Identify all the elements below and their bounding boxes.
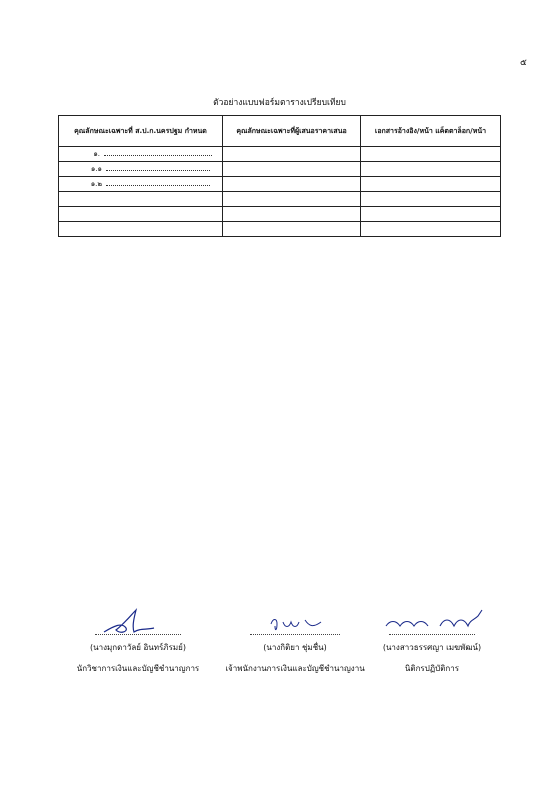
table-header-row (59, 116, 501, 147)
table-cell (223, 222, 361, 237)
table-cell (223, 147, 361, 162)
item-number: ๑.๒ (90, 179, 102, 188)
table-cell (361, 162, 501, 177)
form-title: ตัวอย่างแบบฟอร์มตารางเปรียบเทียบ (213, 98, 346, 108)
dotted-fill-line (106, 179, 210, 186)
handwritten-signature (54, 608, 222, 634)
signer-position: นักวิชาการเงินและบัญชีชำนาญการ (76, 664, 200, 673)
table-row (59, 147, 501, 162)
table-cell (59, 177, 223, 192)
table-cell (59, 207, 223, 222)
dotted-fill-line (104, 149, 212, 156)
table-cell (223, 177, 361, 192)
signer-position: เจ้าพนักงานการเงินและบัญชีชำนาญงาน (225, 664, 365, 673)
header-spec-required: คุณลักษณะเฉพาะที่ ส.ป.ก.นครปฐม กำหนด (59, 116, 223, 147)
table-row (59, 177, 501, 192)
page-number: ๕ (520, 58, 527, 68)
table-cell (361, 192, 501, 207)
table-cell (361, 207, 501, 222)
table-cell (59, 222, 223, 237)
table-row (59, 162, 501, 177)
table-cell (361, 222, 501, 237)
dotted-fill-line (106, 164, 210, 171)
item-number: ๑.๑ (90, 164, 102, 173)
table-cell (223, 162, 361, 177)
signer-name: (นางสาวธรรศญา เมฆพัฒน์) (382, 643, 482, 652)
table-cell (361, 147, 501, 162)
item-number: ๑. (93, 149, 100, 158)
table-cell (223, 207, 361, 222)
table-row (59, 207, 501, 222)
comparison-table (58, 115, 501, 237)
header-spec-offered: คุณลักษณะเฉพาะที่ผู้เสนอราคาเสนอ (223, 116, 361, 147)
signer-name: (นางกิติยา ชุ่มชื่น) (263, 643, 327, 652)
table-cell (59, 147, 223, 162)
table-cell (361, 177, 501, 192)
table-row (59, 222, 501, 237)
table-cell (59, 162, 223, 177)
signature-block (352, 608, 512, 675)
handwritten-signature (352, 608, 512, 634)
header-reference-document: เอกสารอ้างอิง/หน้า แค็ตตาล็อก/หน้า (361, 116, 501, 147)
table-cell (59, 192, 223, 207)
table-cell (223, 192, 361, 207)
table-row (59, 192, 501, 207)
signature-block (54, 608, 222, 675)
signer-position: นิติกรปฏิบัติการ (404, 664, 460, 673)
signer-name: (นางมุกดาวัลย์ อินทร์ภิรมย์) (90, 643, 186, 652)
